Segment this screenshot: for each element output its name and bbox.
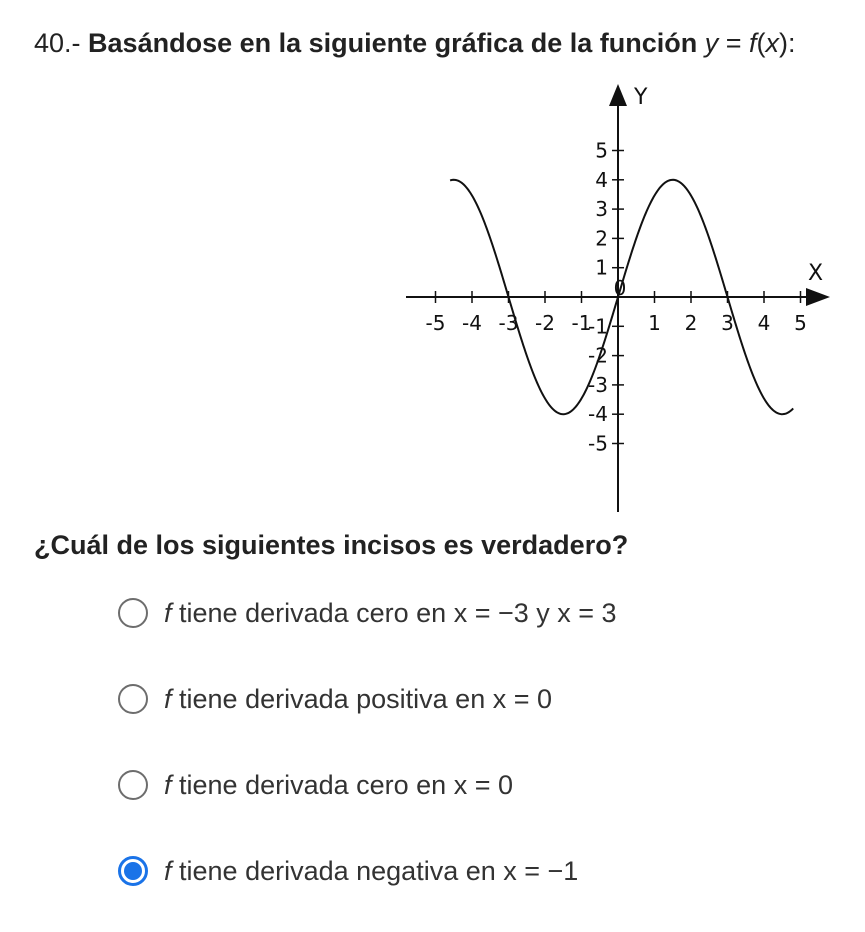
x-tick-label-4: -1 (571, 311, 592, 335)
function-f: f (749, 28, 757, 58)
function-paren-close: ): (779, 28, 796, 58)
question-header (34, 26, 854, 60)
x-tick-label-3: -2 (535, 311, 555, 335)
option-3-f: f (164, 770, 172, 800)
radio-dot-4 (124, 862, 142, 880)
x-axis-arrow (806, 288, 830, 306)
y-tick-label-6: -2 (588, 343, 608, 368)
x-tick-label-2: -3 (498, 311, 519, 335)
option-4-expr: x = −1 (503, 856, 579, 886)
question-number: 40.- (34, 28, 81, 58)
function-graph (398, 80, 836, 525)
y-tick-label-3: 2 (595, 226, 608, 251)
option-2-label (164, 674, 552, 724)
function-y: y (704, 28, 719, 58)
x-tick-label-7: 3 (721, 311, 734, 335)
function-equals: = (718, 28, 750, 58)
option-3-label (164, 760, 513, 810)
option-3[interactable] (118, 760, 617, 846)
x-tick-label-0: -5 (425, 311, 446, 335)
y-tick-label-4: 1 (595, 255, 608, 280)
graph-svg (398, 80, 836, 525)
option-2-text: tiene derivada positiva en (171, 684, 493, 714)
option-1-f: f (164, 598, 172, 628)
function-paren-open: ( (756, 28, 766, 58)
radio-button-2[interactable] (118, 684, 148, 714)
x-tick-label-9: 5 (794, 311, 807, 335)
option-1-expr: x = −3 y x = 3 (453, 598, 617, 628)
question-header-text: Basándose en la siguiente gráfica de la función (88, 28, 698, 58)
options-list (118, 588, 617, 932)
y-tick-label-1: 4 (595, 167, 608, 192)
x-axis-letter: X (808, 261, 824, 286)
option-3-expr: x = 0 (453, 770, 513, 800)
option-1[interactable] (118, 588, 617, 674)
origin-label: 0 (613, 276, 627, 300)
option-1-label (164, 588, 617, 638)
radio-button-1[interactable] (118, 598, 148, 628)
y-tick-label-7: -3 (588, 372, 608, 397)
x-tick-label-6: 2 (684, 311, 698, 335)
x-tick-label-8: 4 (757, 311, 771, 335)
option-4-text: tiene derivada negativa en (171, 856, 504, 886)
option-2[interactable] (118, 674, 617, 760)
y-tick-label-0: 5 (595, 138, 608, 163)
y-tick-label-9: -5 (588, 431, 608, 456)
x-tick-label-5: 1 (648, 311, 661, 335)
x-tick-label-1: -4 (462, 311, 482, 335)
option-4[interactable] (118, 846, 617, 932)
option-4-f: f (164, 856, 172, 886)
y-axis-letter: Y (634, 85, 648, 110)
radio-button-4[interactable] (118, 856, 148, 886)
y-tick-label-8: -4 (588, 402, 608, 427)
option-1-text: tiene derivada cero en (171, 598, 454, 628)
option-2-expr: x = 0 (492, 684, 553, 714)
option-3-text: tiene derivada cero en (171, 770, 454, 800)
option-4-label (164, 846, 578, 896)
radio-button-3[interactable] (118, 770, 148, 800)
question-text: ¿Cuál de los siguientes incisos es verdadero? (34, 530, 629, 560)
y-tick-label-2: 3 (595, 197, 608, 222)
function-x: x (765, 28, 780, 58)
y-axis-arrow (609, 84, 627, 106)
option-2-f: f (164, 684, 172, 714)
y-tick-label-5: -1 (588, 314, 608, 339)
